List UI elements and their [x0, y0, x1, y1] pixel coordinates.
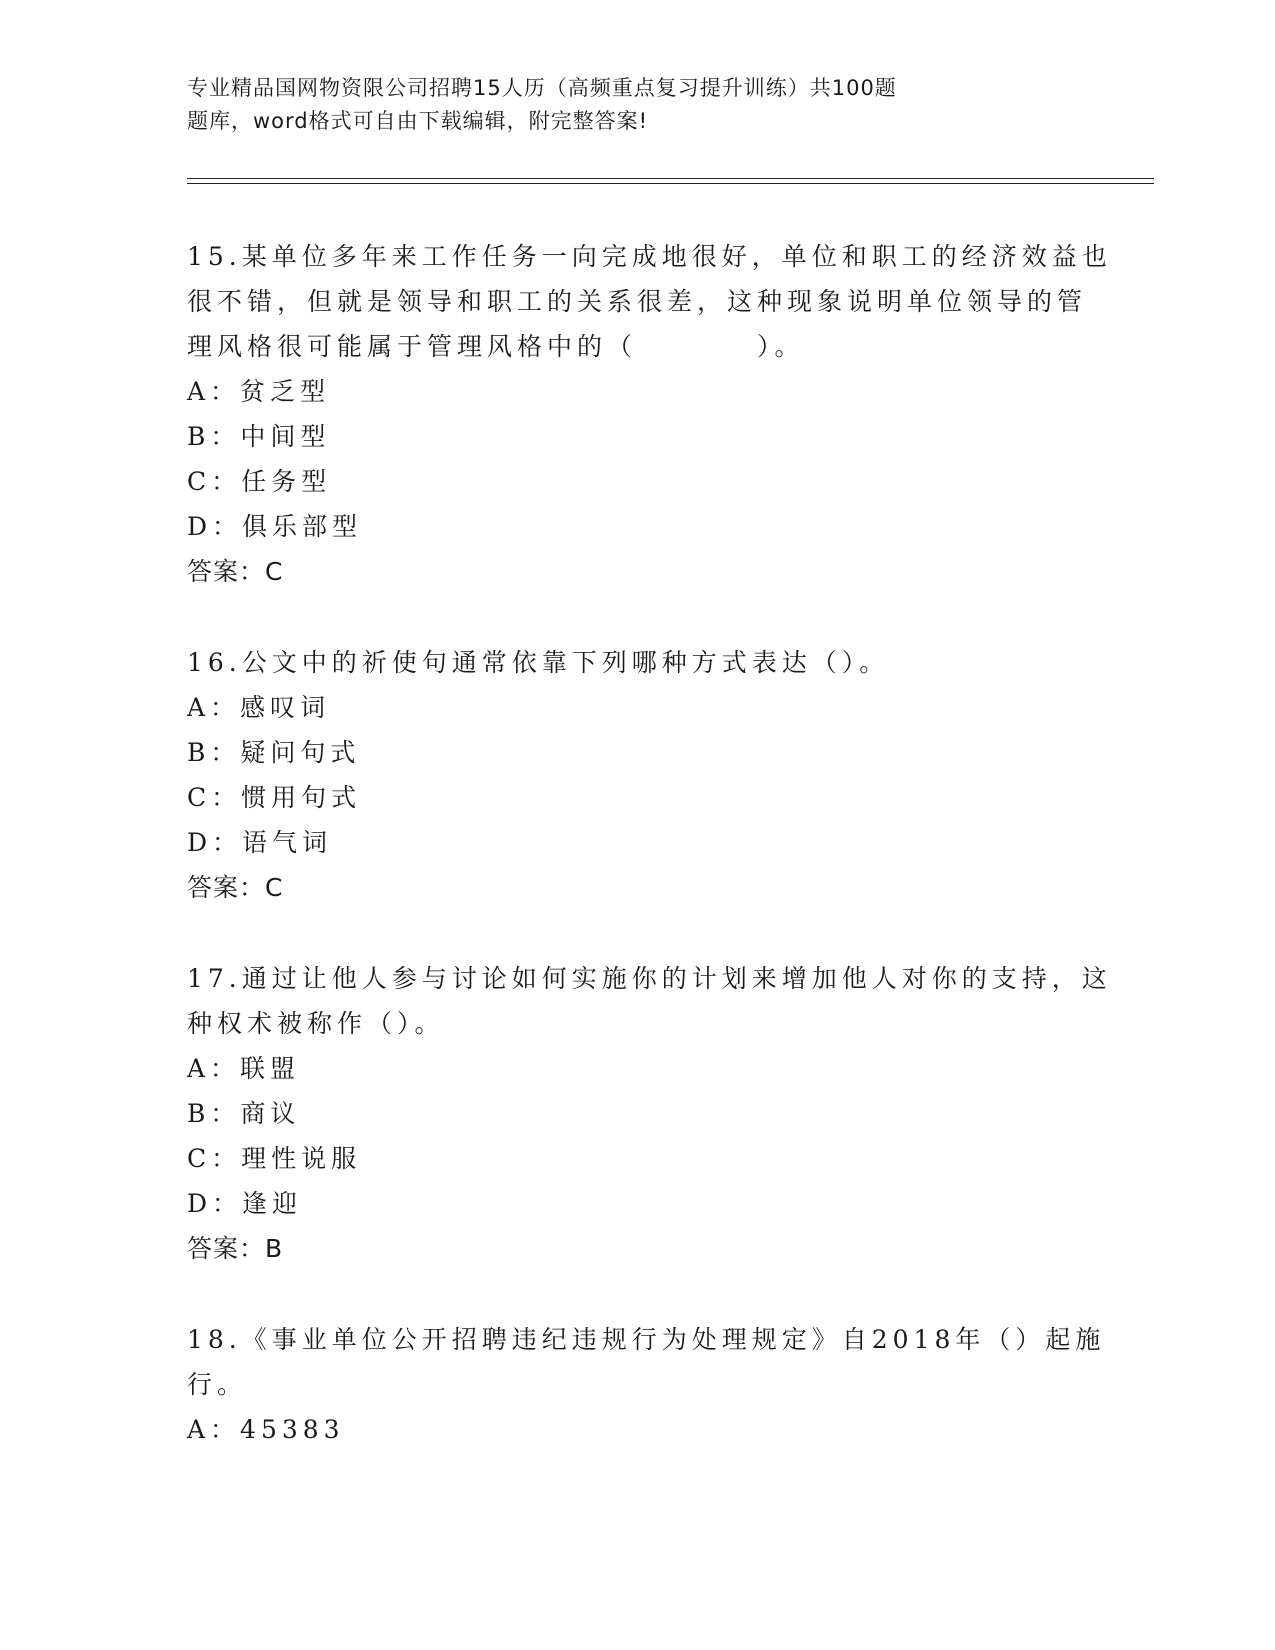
question-17 — [187, 956, 1112, 1271]
option-d: D：逢迎 — [187, 1189, 303, 1218]
option-d: D：俱乐部型 — [187, 512, 363, 541]
question-text-line: 很不错，但就是领导和职工的关系很差，这种现象说明单位领导的管 — [187, 287, 1088, 316]
option-b: B：中间型 — [187, 422, 331, 451]
option-c: C：任务型 — [187, 467, 332, 496]
question-text-line: 种权术被称作（）。 — [187, 1009, 445, 1038]
question-text-line: 16.公文中的祈使句通常依靠下列哪种方式表达（）。 — [187, 648, 890, 677]
question-text-line: 行。 — [187, 1370, 248, 1399]
question-text — [187, 234, 1112, 369]
question-text-line: 17.通过让他人参与讨论如何实施你的计划来增加他人对你的支持，这 — [187, 964, 1112, 993]
option-d: D：语气词 — [187, 828, 333, 857]
question-text — [187, 956, 1112, 1046]
question-list — [187, 234, 1112, 1498]
question-text-line: 理风格很可能属于管理风格中的（ ）。 — [187, 332, 805, 361]
header-rule-top — [187, 178, 1154, 179]
header-line-1: 专业精品国网物资限公司招聘15人历（高频重点复习提升训练）共100题 — [187, 76, 897, 100]
header-rule-bottom — [187, 183, 1154, 184]
option-a: A：感叹词 — [187, 693, 331, 722]
question-15 — [187, 234, 1112, 594]
document-header — [187, 72, 1017, 138]
question-text-line: 18.《事业单位公开招聘违纪违规行为处理规定》自2018年（）起施 — [187, 1325, 1106, 1354]
option-a: A：联盟 — [187, 1054, 301, 1083]
answer: 答案：C — [187, 557, 284, 586]
answer: 答案：C — [187, 873, 284, 902]
option-a: A：45383 — [187, 1415, 345, 1444]
question-16 — [187, 640, 1087, 910]
question-text — [187, 1317, 1106, 1407]
option-c: C：理性说服 — [187, 1144, 362, 1173]
question-18 — [187, 1317, 1106, 1452]
answer: 答案：B — [187, 1234, 284, 1263]
question-text-line: 15.某单位多年来工作任务一向完成地很好，单位和职工的经济效益也 — [187, 242, 1112, 271]
option-a: A：贫乏型 — [187, 377, 331, 406]
question-text — [187, 640, 1087, 685]
option-c: C：惯用句式 — [187, 783, 362, 812]
header-line-2: 题库，word格式可自由下载编辑，附完整答案! — [187, 109, 649, 133]
option-b: B：疑问句式 — [187, 738, 361, 767]
option-b: B：商议 — [187, 1099, 301, 1128]
